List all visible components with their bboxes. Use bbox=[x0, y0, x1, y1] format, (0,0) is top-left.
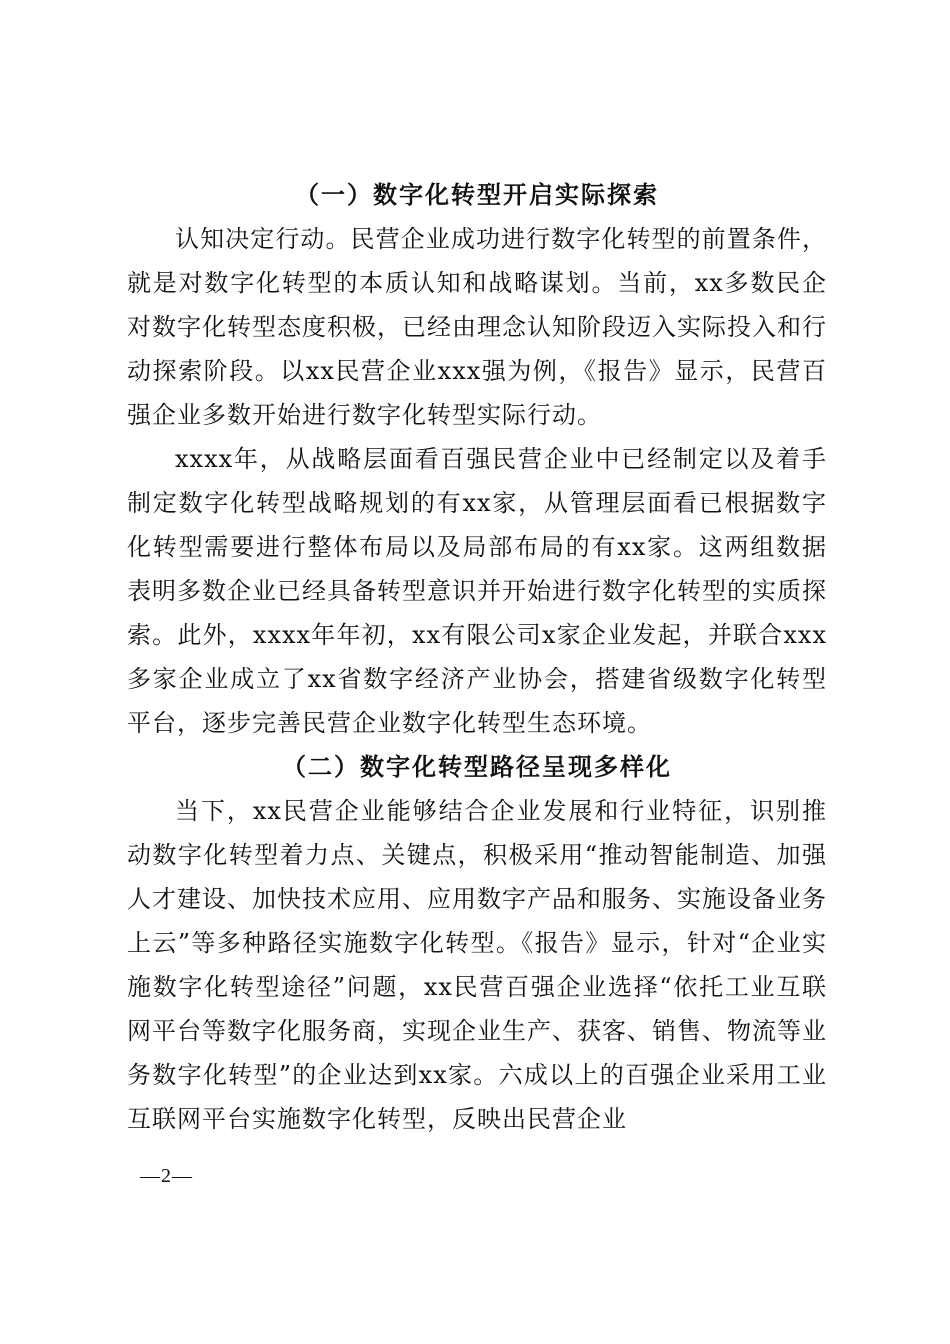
paragraph: xxxx年，从战略层面看百强民营企业中已经制定以及着手制定数字化转型战略规划的有xx家，从管理层面看已根据数字化转型需要进行整体布局以及局部布局的有xx家。这两组数据表明多数企业已经具备转型意识并开始进行数字化转型的实质探索。此外，xxxx年年初，xx有限公司x家企业发起，并联合xxx多家企业成立了xx省数字经济产业协会，搭建省级数字化转型平台，逐步完善民营企业数字化转型生态环境。 bbox=[127, 445, 827, 737]
section-heading-1: （一）数字化转型开启实际探索 bbox=[295, 180, 659, 209]
page-number: —2— bbox=[140, 1165, 193, 1187]
paragraph: 当下，xx民营企业能够结合企业发展和行业特征，识别推动数字化转型着力点、关键点，积极采用“推动智能制造、加强人才建设、加快技术应用、应用数字产品和服务、实施设备业务上云”等多种路径实施数字化转型。《报告》显示，针对“企业实施数字化转型途径”问题，xx民营百强企业选择“依托工业互联网平台等数字化服务商，实现企业生产、获客、销售、物流等业务数字化转型”的企业达到xx家。六成以上的百强企业采用工业互联网平台实施数字化转型，反映出民营企业 bbox=[127, 797, 827, 1133]
document-body bbox=[127, 173, 827, 1141]
paragraph: 认知决定行动。民营企业成功进行数字化转型的前置条件，就是对数字化转型的本质认知和战略谋划。当前，xx多数民企对数字化转型态度积极，已经由理念认知阶段迈入实际投入和行动探索阶段。以xx民营企业xxx强为例，《报告》显示，民营百强企业多数开始进行数字化转型实际行动。 bbox=[127, 225, 827, 429]
section-heading-2: （二）数字化转型路径呈现多样化 bbox=[282, 752, 672, 781]
